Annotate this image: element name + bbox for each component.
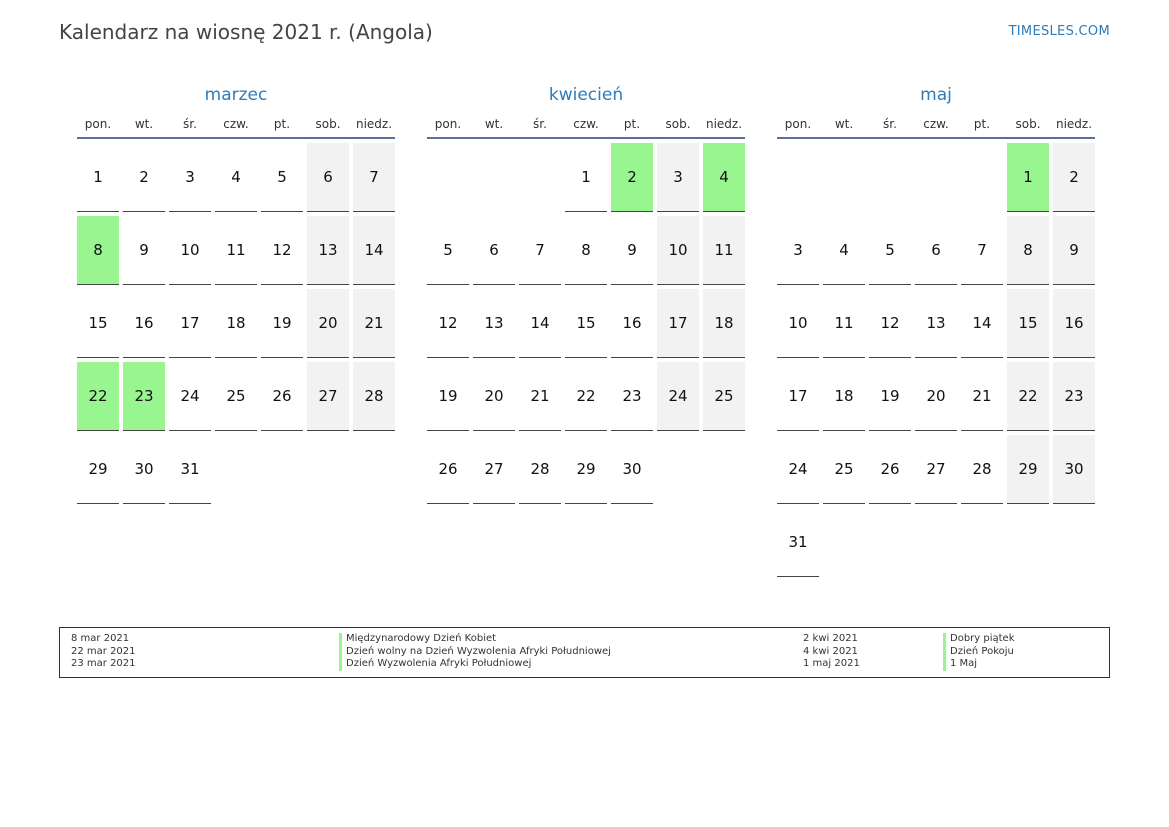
day-cell: 5 [427,216,469,285]
day-cell: 20 [473,362,515,431]
empty-cell [869,143,911,212]
day-cell: 7 [519,216,561,285]
weekday-label: pt. [623,117,641,131]
day-cell: 27 [473,435,515,504]
day-cell: 22 [565,362,607,431]
empty-cell [307,435,349,504]
day-cell: 13 [473,289,515,358]
day-cell: 29 [77,435,119,504]
day-cell: 13 [915,289,957,358]
day-cell: 16 [1053,289,1095,358]
day-cell: 30 [1053,435,1095,504]
day-cell: 28 [519,435,561,504]
weekday-label: wt. [484,117,504,131]
empty-cell [353,435,395,504]
day-cell: 23 [1053,362,1095,431]
day-cell: 2 [1053,143,1095,212]
day-cell: 18 [703,289,745,358]
day-cell: 2 [123,143,165,212]
holiday-legend [59,627,1110,678]
day-cell: 16 [123,289,165,358]
day-cell: 26 [869,435,911,504]
day-cell: 21 [961,362,1003,431]
day-cell: 31 [169,435,211,504]
day-cell: 1 [77,143,119,212]
legend-date: 4 kwi 2021 [803,645,858,657]
day-cell: 17 [657,289,699,358]
week-row [77,435,395,504]
empty-cell [1007,508,1049,577]
legend-dates-left [71,633,136,671]
empty-cell [703,435,745,504]
weekday-label: pon. [84,117,112,131]
day-cell: 17 [777,362,819,431]
week-row [427,216,745,285]
day-cell: 26 [427,435,469,504]
day-cell: 24 [169,362,211,431]
legend-holiday-name: Dzień Pokoju [943,646,1015,659]
week-row [777,143,1095,212]
week-row [427,143,745,212]
empty-cell [261,435,303,504]
day-cell: 11 [215,216,257,285]
day-cell: 4 [703,143,745,212]
month-name: kwiecień [548,85,624,105]
day-cell: 3 [777,216,819,285]
legend-date: 22 mar 2021 [71,645,136,657]
day-cell: 19 [869,362,911,431]
weekday-label: czw. [223,117,249,131]
legend-date: 8 mar 2021 [71,633,130,644]
day-cell: 14 [519,289,561,358]
day-cell: 28 [353,362,395,431]
day-cell: 8 [77,216,119,285]
weekday-label: pon. [434,117,462,131]
day-cell: 3 [657,143,699,212]
legend-holiday-name: Międzynarodowy Dzień Kobiet [339,633,611,646]
day-cell: 21 [353,289,395,358]
day-cell: 24 [657,362,699,431]
weekday-header [777,114,1095,139]
weekday-label: pt. [973,117,991,131]
day-cell: 19 [427,362,469,431]
day-cell: 27 [915,435,957,504]
weekday-label: wt. [134,117,154,131]
weekday-label: sob. [665,117,691,131]
day-cell: 8 [1007,216,1049,285]
weekday-header [77,114,395,139]
weekday-label: sob. [315,117,341,131]
day-cell: 28 [961,435,1003,504]
week-row [427,362,745,431]
day-cell: 10 [777,289,819,358]
day-cell: 15 [1007,289,1049,358]
week-row [77,289,395,358]
week-row [77,216,395,285]
day-cell: 9 [1053,216,1095,285]
day-cell: 11 [703,216,745,285]
day-cell: 20 [307,289,349,358]
day-cell: 7 [961,216,1003,285]
legend-names-left [339,633,611,671]
weekday-label: niedz. [1055,117,1093,131]
day-cell: 12 [869,289,911,358]
day-cell: 22 [1007,362,1049,431]
weekday-label: śr. [883,117,897,131]
weekday-label: czw. [923,117,949,131]
day-cell: 10 [169,216,211,285]
empty-cell [915,508,957,577]
weekday-label: czw. [573,117,599,131]
day-cell: 8 [565,216,607,285]
week-row [77,143,395,212]
brand-link[interactable]: TIMESLES.COM [1008,24,1110,39]
weekday-label: pon. [784,117,812,131]
day-cell: 20 [915,362,957,431]
day-cell: 4 [215,143,257,212]
day-cell: 5 [261,143,303,212]
day-cell: 26 [261,362,303,431]
week-row [777,508,1095,577]
day-cell: 7 [353,143,395,212]
day-cell: 23 [611,362,653,431]
weekday-label: pt. [273,117,291,131]
empty-cell [823,508,865,577]
legend-holiday-name: Dzień Wyzwolenia Afryki Południowej [339,658,611,671]
day-cell: 30 [123,435,165,504]
month-april [427,84,745,508]
day-cell: 25 [823,435,865,504]
legend-holiday-name: Dzień wolny na Dzień Wyzwolenia Afryki Południowej [339,646,611,659]
weekday-label: niedz. [355,117,393,131]
day-cell: 4 [823,216,865,285]
day-cell: 21 [519,362,561,431]
month-grid [77,143,395,504]
day-cell: 13 [307,216,349,285]
week-row [77,362,395,431]
day-cell: 25 [703,362,745,431]
day-cell: 1 [1007,143,1049,212]
empty-cell [473,143,515,212]
empty-cell [657,435,699,504]
day-cell: 15 [77,289,119,358]
month-grid [427,143,745,504]
day-cell: 24 [777,435,819,504]
month-march [77,84,395,508]
day-cell: 9 [611,216,653,285]
day-cell: 5 [869,216,911,285]
day-cell: 1 [565,143,607,212]
week-row [777,435,1095,504]
day-cell: 15 [565,289,607,358]
week-row [777,289,1095,358]
empty-cell [519,143,561,212]
empty-cell [869,508,911,577]
legend-date: 2 kwi 2021 [803,633,858,644]
legend-date: 1 maj 2021 [803,658,860,670]
month-grid [777,143,1095,577]
day-cell: 31 [777,508,819,577]
empty-cell [1053,508,1095,577]
week-row [427,289,745,358]
empty-cell [915,143,957,212]
day-cell: 6 [473,216,515,285]
month-may [777,84,1095,581]
day-cell: 16 [611,289,653,358]
weekday-label: śr. [533,117,547,131]
page-title: Kalendarz na wiosnę 2021 r. (Angola) [59,20,433,44]
day-cell: 9 [123,216,165,285]
legend-dates-right [803,633,860,671]
legend-holiday-name: Dobry piątek [943,633,1015,646]
legend-date: 23 mar 2021 [71,658,136,670]
day-cell: 27 [307,362,349,431]
day-cell: 14 [353,216,395,285]
day-cell: 30 [611,435,653,504]
month-name: marzec [204,85,268,105]
week-row [777,362,1095,431]
day-cell: 18 [823,362,865,431]
day-cell: 18 [215,289,257,358]
day-cell: 14 [961,289,1003,358]
weekday-label: wt. [834,117,854,131]
weekday-header [427,114,745,139]
day-cell: 29 [1007,435,1049,504]
day-cell: 2 [611,143,653,212]
day-cell: 10 [657,216,699,285]
day-cell: 17 [169,289,211,358]
empty-cell [215,435,257,504]
day-cell: 23 [123,362,165,431]
day-cell: 6 [915,216,957,285]
day-cell: 11 [823,289,865,358]
legend-holiday-name: 1 Maj [943,658,1015,671]
day-cell: 12 [427,289,469,358]
empty-cell [961,143,1003,212]
weekday-label: sob. [1015,117,1041,131]
empty-cell [823,143,865,212]
day-cell: 6 [307,143,349,212]
week-row [427,435,745,504]
day-cell: 12 [261,216,303,285]
day-cell: 29 [565,435,607,504]
empty-cell [961,508,1003,577]
day-cell: 25 [215,362,257,431]
day-cell: 22 [77,362,119,431]
week-row [777,216,1095,285]
legend-names-right [943,633,1015,671]
weekday-label: śr. [183,117,197,131]
day-cell: 3 [169,143,211,212]
empty-cell [427,143,469,212]
day-cell: 19 [261,289,303,358]
weekday-label: niedz. [705,117,743,131]
month-name: maj [920,85,952,105]
empty-cell [777,143,819,212]
